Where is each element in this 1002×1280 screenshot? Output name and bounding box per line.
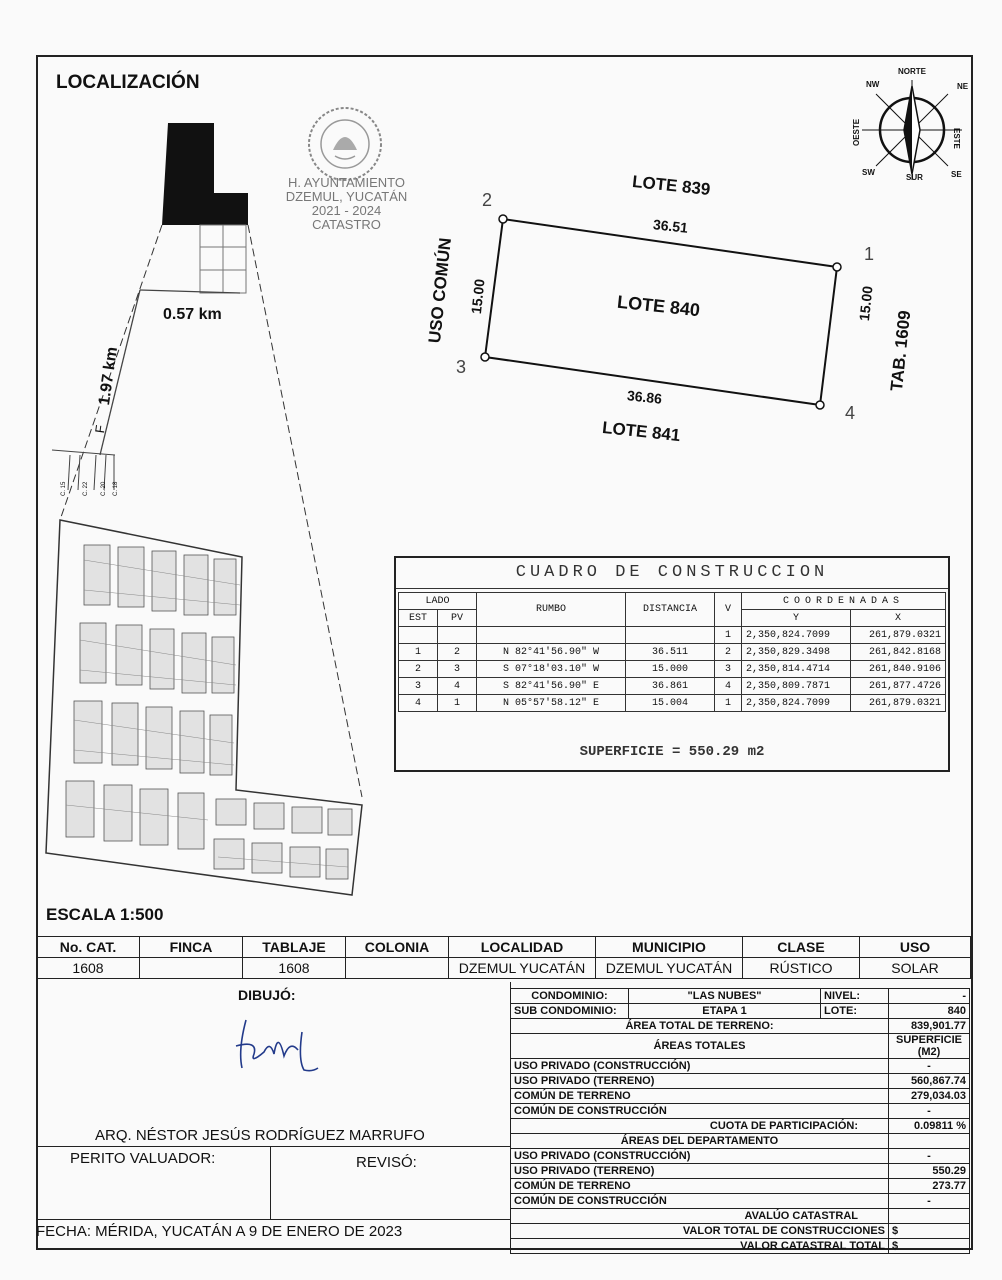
vertex-1-label: 1 bbox=[864, 244, 875, 264]
seal-line-1: H. AYUNTAMIENTO bbox=[287, 175, 405, 190]
cell-v: 2 bbox=[715, 644, 742, 661]
cell-y: 2,350,829.3498 bbox=[742, 644, 851, 661]
cell-v: 3 bbox=[715, 661, 742, 678]
upc-value: - bbox=[889, 1059, 970, 1074]
vct-label: VALOR CATASTRAL TOTAL bbox=[511, 1239, 889, 1254]
lot-center-label: LOTE 840 bbox=[616, 291, 701, 321]
cell-est: 1 bbox=[399, 644, 438, 661]
val-uso: SOLAR bbox=[860, 958, 971, 979]
areas-totales-label: ÁREAS TOTALES bbox=[511, 1034, 889, 1059]
compass-ne: NE bbox=[957, 82, 969, 91]
empty-cell bbox=[889, 1209, 970, 1224]
location-map bbox=[40, 115, 370, 905]
lot-bottom-length: 36.86 bbox=[626, 387, 663, 407]
val-no-cat: 1608 bbox=[37, 958, 140, 979]
cell-est: 3 bbox=[399, 678, 438, 695]
table-row bbox=[399, 678, 946, 695]
lot-left-length: 15.00 bbox=[468, 278, 488, 315]
hdr-no-cat: No. CAT. bbox=[37, 937, 140, 958]
table-row bbox=[399, 644, 946, 661]
compass-w: OESTE bbox=[852, 118, 861, 146]
divider bbox=[36, 1219, 510, 1220]
col-lado: LADO bbox=[399, 593, 477, 610]
superficie-label: SUPERFICIE = 550.29 m2 bbox=[579, 744, 765, 760]
lot-right-length: 15.00 bbox=[856, 285, 876, 322]
sub-label: SUB CONDOMINIO: bbox=[511, 1004, 629, 1019]
cell-rumbo: N 05°57'58.12" E bbox=[477, 695, 626, 712]
scale-label: ESCALA 1:500 bbox=[46, 905, 164, 924]
col-rumbo: RUMBO bbox=[477, 593, 626, 627]
compass-nw: NW bbox=[866, 80, 880, 89]
nivel-label: NIVEL: bbox=[821, 989, 889, 1004]
val-finca bbox=[140, 958, 243, 979]
cc-label: COMÚN DE CONSTRUCCIÓN bbox=[511, 1104, 889, 1119]
d-upt-value: 550.29 bbox=[889, 1164, 970, 1179]
col-v: V bbox=[715, 593, 742, 627]
cell-dist: 15.000 bbox=[626, 661, 715, 678]
lote-value: 840 bbox=[889, 1004, 970, 1019]
hdr-localidad: LOCALIDAD bbox=[449, 937, 596, 958]
cell-pv: 4 bbox=[438, 678, 477, 695]
compass-s: SUR bbox=[906, 173, 923, 182]
lot-top-length: 36.51 bbox=[652, 216, 689, 236]
compass-se: SE bbox=[951, 170, 962, 179]
compass-e: ESTE bbox=[952, 128, 961, 149]
dibujo-label: DIBUJÓ: bbox=[238, 987, 296, 1003]
condominium-table bbox=[510, 988, 970, 1254]
cell-pv: 2 bbox=[438, 644, 477, 661]
col-y: Y bbox=[742, 610, 851, 627]
cc-value: - bbox=[889, 1104, 970, 1119]
seal-line-2: DZEMUL, YUCATÁN bbox=[285, 189, 408, 204]
ct-label: COMÚN DE TERRENO bbox=[511, 1089, 889, 1104]
cell-est: 2 bbox=[399, 661, 438, 678]
d-cc-value: - bbox=[889, 1194, 970, 1209]
val-tablaje: 1608 bbox=[243, 958, 346, 979]
road-mark: F bbox=[92, 424, 108, 435]
empty-cell bbox=[889, 1134, 970, 1149]
hdr-uso: USO bbox=[860, 937, 971, 958]
perito-label: PERITO VALUADOR: bbox=[70, 1150, 216, 1167]
cell-v: 1 bbox=[715, 695, 742, 712]
cell-rumbo bbox=[477, 627, 626, 644]
street-label-3: C. 20 bbox=[101, 481, 107, 496]
divider bbox=[36, 1146, 510, 1147]
vertex-3-label: 3 bbox=[456, 357, 467, 377]
lot-east-label: TAB. 1609 bbox=[887, 309, 915, 392]
superficie-m2-label: SUPERFICIE (M2) bbox=[889, 1034, 970, 1059]
cell-pv: 1 bbox=[438, 695, 477, 712]
col-x: X bbox=[851, 610, 946, 627]
condominio-label: CONDOMINIO: bbox=[511, 989, 629, 1004]
hdr-clase: CLASE bbox=[743, 937, 860, 958]
area-total-value: 839,901.77 bbox=[889, 1019, 970, 1034]
cell-rumbo: S 82°41'56.90" E bbox=[477, 678, 626, 695]
seal-line-4: CATASTRO bbox=[312, 217, 381, 232]
vertex-4-label: 4 bbox=[845, 403, 856, 423]
table-row bbox=[399, 627, 946, 644]
cell-v: 4 bbox=[715, 678, 742, 695]
distance-label-2: 1.97 km bbox=[96, 345, 122, 407]
architect-name: ARQ. NÉSTOR JESÚS RODRÍGUEZ MARRUFO bbox=[95, 1127, 425, 1144]
location-block bbox=[162, 123, 248, 225]
vtc-label: VALOR TOTAL DE CONSTRUCCIONES bbox=[511, 1224, 889, 1239]
street-label-2: C. 22 bbox=[83, 481, 89, 496]
cell-y: 2,350,809.7871 bbox=[742, 678, 851, 695]
lot-north-label: LOTE 839 bbox=[631, 171, 712, 200]
cell-dist: 36.511 bbox=[626, 644, 715, 661]
cell-dist bbox=[626, 627, 715, 644]
lot-west-label: USO COMÚN bbox=[425, 236, 455, 344]
divider bbox=[270, 1146, 271, 1219]
compass-sw: SW bbox=[862, 168, 875, 177]
vertex-2-label: 2 bbox=[482, 190, 493, 210]
cell-v: 1 bbox=[715, 627, 742, 644]
d-upc-value: - bbox=[889, 1149, 970, 1164]
cell-y: 2,350,814.4714 bbox=[742, 661, 851, 678]
table-row bbox=[399, 695, 946, 712]
area-total-label: ÁREA TOTAL DE TERRENO: bbox=[511, 1019, 889, 1034]
col-pv: PV bbox=[438, 610, 477, 627]
sub-value: ETAPA 1 bbox=[629, 1004, 821, 1019]
d-ct-label: COMÚN DE TERRENO bbox=[511, 1179, 889, 1194]
street-label-4: C. 18 bbox=[113, 481, 119, 496]
cell-x: 261,840.9106 bbox=[851, 661, 946, 678]
fecha-label: FECHA: MÉRIDA, YUCATÁN A 9 DE ENERO DE 2023 bbox=[36, 1223, 403, 1240]
cuota-label: CUOTA DE PARTICIPACIÓN: bbox=[511, 1119, 889, 1134]
cell-est bbox=[399, 627, 438, 644]
vtc-value: $ bbox=[889, 1224, 970, 1239]
cell-x: 261,842.8168 bbox=[851, 644, 946, 661]
d-upt-label: USO PRIVADO (TERRENO) bbox=[511, 1164, 889, 1179]
d-upc-label: USO PRIVADO (CONSTRUCCIÓN) bbox=[511, 1149, 889, 1164]
col-coordenadas: COORDENADAS bbox=[742, 593, 946, 610]
condominio-value: "LAS NUBES" bbox=[629, 989, 821, 1004]
lot-south-label: LOTE 841 bbox=[601, 417, 682, 446]
cell-est: 4 bbox=[399, 695, 438, 712]
compass-n: NORTE bbox=[898, 67, 926, 76]
col-distancia: DISTANCIA bbox=[626, 593, 715, 627]
d-cc-label: COMÚN DE CONSTRUCCIÓN bbox=[511, 1194, 889, 1209]
vct-value: $ bbox=[889, 1239, 970, 1254]
construction-table-title: CUADRO DE CONSTRUCCION bbox=[396, 558, 948, 589]
cell-pv: 3 bbox=[438, 661, 477, 678]
upt-value: 560,867.74 bbox=[889, 1074, 970, 1089]
val-clase: RÚSTICO bbox=[743, 958, 860, 979]
reviso-label: REVISÓ: bbox=[356, 1154, 417, 1171]
val-localidad: DZEMUL YUCATÁN bbox=[449, 958, 596, 979]
development-blocks bbox=[66, 545, 352, 879]
construction-table-box bbox=[394, 556, 950, 772]
upc-label: USO PRIVADO (CONSTRUCCIÓN) bbox=[511, 1059, 889, 1074]
lote-label: LOTE: bbox=[821, 1004, 889, 1019]
cell-x: 261,877.4726 bbox=[851, 678, 946, 695]
cell-x: 261,879.0321 bbox=[851, 695, 946, 712]
cell-x: 261,879.0321 bbox=[851, 627, 946, 644]
hdr-tablaje: TABLAJE bbox=[243, 937, 346, 958]
street-label-1: C. 15 bbox=[61, 481, 67, 496]
hdr-municipio: MUNICIPIO bbox=[596, 937, 743, 958]
d-ct-value: 273.77 bbox=[889, 1179, 970, 1194]
hdr-colonia: COLONIA bbox=[346, 937, 449, 958]
construction-table bbox=[398, 592, 946, 712]
col-est: EST bbox=[399, 610, 438, 627]
val-colonia bbox=[346, 958, 449, 979]
cell-dist: 36.861 bbox=[626, 678, 715, 695]
cell-pv bbox=[438, 627, 477, 644]
upt-label: USO PRIVADO (TERRENO) bbox=[511, 1074, 889, 1089]
val-municipio: DZEMUL YUCATÁN bbox=[596, 958, 743, 979]
avaluo-label: AVALÚO CATASTRAL bbox=[511, 1209, 889, 1224]
nivel-value: - bbox=[889, 989, 970, 1004]
table-row bbox=[399, 661, 946, 678]
cell-rumbo: N 82°41'56.90" W bbox=[477, 644, 626, 661]
seal-line-3: 2021 - 2024 bbox=[311, 203, 382, 218]
hdr-finca: FINCA bbox=[140, 937, 243, 958]
areas-depto-label: ÁREAS DEL DEPARTAMENTO bbox=[511, 1134, 889, 1149]
ct-value: 279,034.03 bbox=[889, 1089, 970, 1104]
cell-y: 2,350,824.7099 bbox=[742, 627, 851, 644]
property-info-table bbox=[36, 936, 971, 979]
distance-label-1: 0.57 km bbox=[163, 306, 222, 323]
signature-image bbox=[228, 1010, 328, 1080]
cuota-value: 0.09811 % bbox=[889, 1119, 970, 1134]
cell-rumbo: S 07°18'03.10" W bbox=[477, 661, 626, 678]
location-title: LOCALIZACIÓN bbox=[56, 72, 200, 93]
cell-y: 2,350,824.7099 bbox=[742, 695, 851, 712]
cell-dist: 15.004 bbox=[626, 695, 715, 712]
